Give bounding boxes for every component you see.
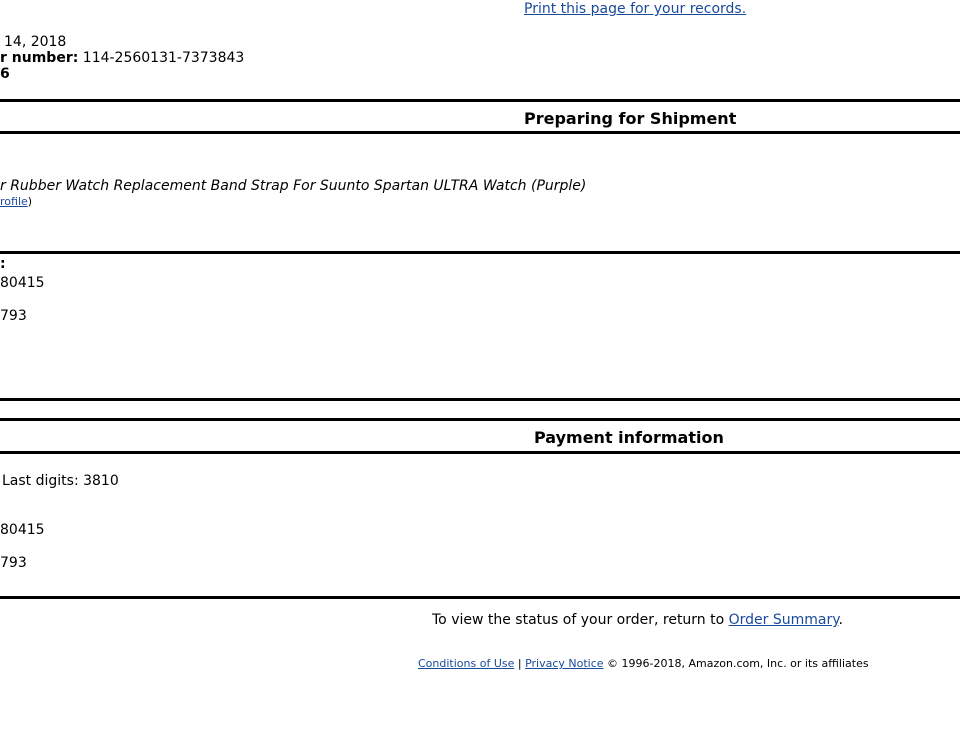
order-summary-link[interactable]: Order Summary	[728, 612, 839, 628]
divider	[0, 451, 960, 454]
profile-link-close: )	[27, 195, 33, 208]
legal-footer	[418, 657, 869, 671]
shipping-address-line: 793	[0, 308, 27, 324]
conditions-of-use-link[interactable]: Conditions of Use	[418, 657, 515, 670]
order-number-row	[0, 50, 244, 67]
profile-link[interactable]: rofile	[0, 195, 28, 208]
divider	[0, 418, 960, 421]
print-page-link[interactable]: Print this page for your records.	[524, 1, 747, 17]
profile-link-row	[0, 194, 32, 209]
item-description: r Rubber Watch Replacement Band Strap For Suunto Spartan ULTRA Watch (Purple)	[0, 178, 587, 194]
order-number-label: r number:	[0, 50, 79, 66]
copyright-text: © 1996-2018, Amazon.com, Inc. or its affiliates	[603, 657, 869, 670]
order-date: 14, 2018	[4, 34, 67, 50]
divider	[0, 596, 960, 599]
divider	[0, 398, 960, 401]
payment-section-title: Payment information	[534, 428, 724, 447]
shipping-address-line: 80415	[0, 275, 45, 291]
divider	[0, 131, 960, 134]
billing-address-line: 80415	[0, 522, 45, 538]
shipping-address-label: :	[0, 256, 6, 272]
order-status-suffix: .	[838, 612, 843, 628]
order-number-value: 114-2560131-7373843	[82, 50, 245, 66]
billing-address-line: 793	[0, 555, 27, 571]
order-total-fragment: 6	[0, 66, 10, 82]
privacy-notice-link[interactable]: Privacy Notice	[525, 657, 604, 670]
order-status-text	[432, 612, 843, 629]
shipment-section-title: Preparing for Shipment	[524, 109, 737, 128]
card-last-digits: Last digits: 3810	[2, 473, 119, 489]
divider	[0, 99, 960, 102]
order-status-prefix: To view the status of your order, return to	[432, 612, 729, 628]
divider	[0, 251, 960, 254]
footer-separator: |	[514, 657, 526, 670]
